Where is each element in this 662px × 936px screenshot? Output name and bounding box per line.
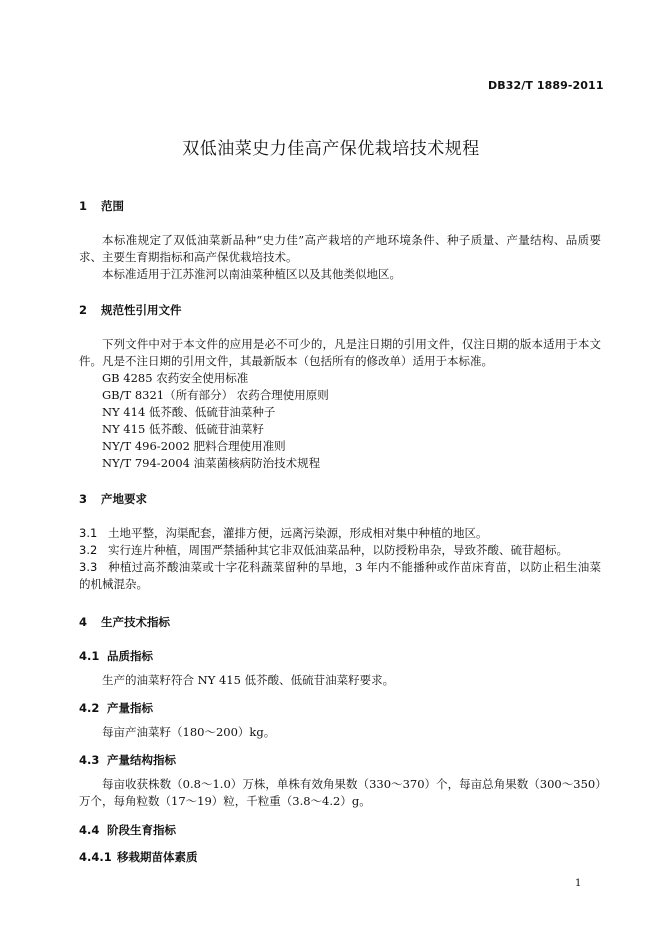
clause-number: 3.2 <box>79 543 98 557</box>
subsection-number: 4.4 <box>79 823 100 837</box>
subsection-4-4-heading <box>79 822 176 838</box>
reference-item: NY 415 低芥酸、低硫苷油菜籽 <box>102 422 264 436</box>
section-2-paragraph-1: 下列文件中对于本文件的应用是必不可少的，凡是注日期的引用文件，仅注日期的版本适用于本文件。凡是不注日期的引用文件，其最新版本（包括所有的修改单）适用于本标准。 <box>79 337 601 368</box>
subsection-title: 产量指标 <box>107 701 153 715</box>
subsection-number: 4.1 <box>79 649 100 663</box>
section-1-paragraph-1: 本标准规定了双低油菜新品种“史力佳”高产栽培的产地环境条件、种子质量、产量结构、品质要求、主要生育期指标和高产保优栽培技术。 <box>79 233 601 264</box>
subsection-title: 品质指标 <box>107 649 153 663</box>
subsection-number: 4.2 <box>79 701 100 715</box>
section-2-heading <box>79 302 182 318</box>
subsection-title: 移栽期苗体素质 <box>117 850 198 864</box>
section-title: 产地要求 <box>101 492 147 506</box>
section-number: 2 <box>79 303 88 317</box>
clause-number: 3.3 <box>79 560 98 574</box>
reference-item: GB/T 8321（所有部分） 农药合理使用原则 <box>102 388 329 402</box>
section-number: 3 <box>79 492 88 506</box>
section-title: 规范性引用文件 <box>101 303 182 317</box>
subsection-4-2-heading <box>79 700 153 716</box>
reference-item: NY/T 496-2002 肥料合理使用准则 <box>102 439 286 453</box>
subsection-title: 阶段生育指标 <box>107 823 176 837</box>
reference-item: NY/T 794-2004 油菜菌核病防治技术规程 <box>102 456 321 470</box>
subsection-4-4-1-heading <box>79 849 198 865</box>
clause-number: 3.1 <box>79 526 98 540</box>
section-1-heading <box>79 198 124 214</box>
section-4-heading <box>79 614 170 630</box>
section-3-heading <box>79 491 147 507</box>
clause-text: 实行连片种植，周围严禁插种其它非双低油菜品种，以防授粉串杂，导致芥酸、硫苷超标。 <box>108 543 568 557</box>
section-title: 生产技术指标 <box>101 615 170 629</box>
clause-3-1 <box>79 525 488 542</box>
subsection-4-3-text: 每亩收获株数（0.8～1.0）万株，单株有效角果数（330～370）个，每亩总角果数（300～350）万个，每角粒数（17～19）粒，千粒重（3.8～4.2）g。 <box>79 777 601 808</box>
section-title: 范围 <box>101 199 124 213</box>
subsection-title: 产量结构指标 <box>107 753 176 767</box>
clause-3-3 <box>79 559 601 593</box>
subsection-4-1-text: 生产的油菜籽符合 NY 415 低芥酸、低硫苷油菜籽要求。 <box>102 673 395 687</box>
subsection-4-2-text: 每亩产油菜籽（180～200）kg。 <box>102 725 276 739</box>
standard-code: DB32/T 1889-2011 <box>488 79 604 92</box>
page-number: 1 <box>575 878 582 889</box>
subsection-4-3-heading <box>79 752 176 768</box>
section-1-paragraph-2: 本标准适用于江苏淮河以南油菜种植区以及其他类似地区。 <box>102 267 401 281</box>
section-number: 4 <box>79 615 88 629</box>
clause-text: 土地平整，沟渠配套，灌排方便，远离污染源，形成相对集中种植的地区。 <box>108 526 488 540</box>
reference-item: NY 414 低芥酸、低硫苷油菜种子 <box>102 405 276 419</box>
clause-text: 种植过高芥酸油菜或十字花科蔬菜留种的旱地，3 年内不能播种或作苗床育苗，以防止稆生油菜的机械混杂。 <box>79 560 601 591</box>
clause-3-2 <box>79 542 568 559</box>
subsection-number: 4.4.1 <box>79 850 112 864</box>
subsection-number: 4.3 <box>79 753 100 767</box>
document-title: 双低油菜史力佳高产保优栽培技术规程 <box>182 139 480 159</box>
reference-item: GB 4285 农药安全使用标准 <box>102 371 249 385</box>
subsection-4-1-heading <box>79 648 153 664</box>
section-number: 1 <box>79 199 88 213</box>
